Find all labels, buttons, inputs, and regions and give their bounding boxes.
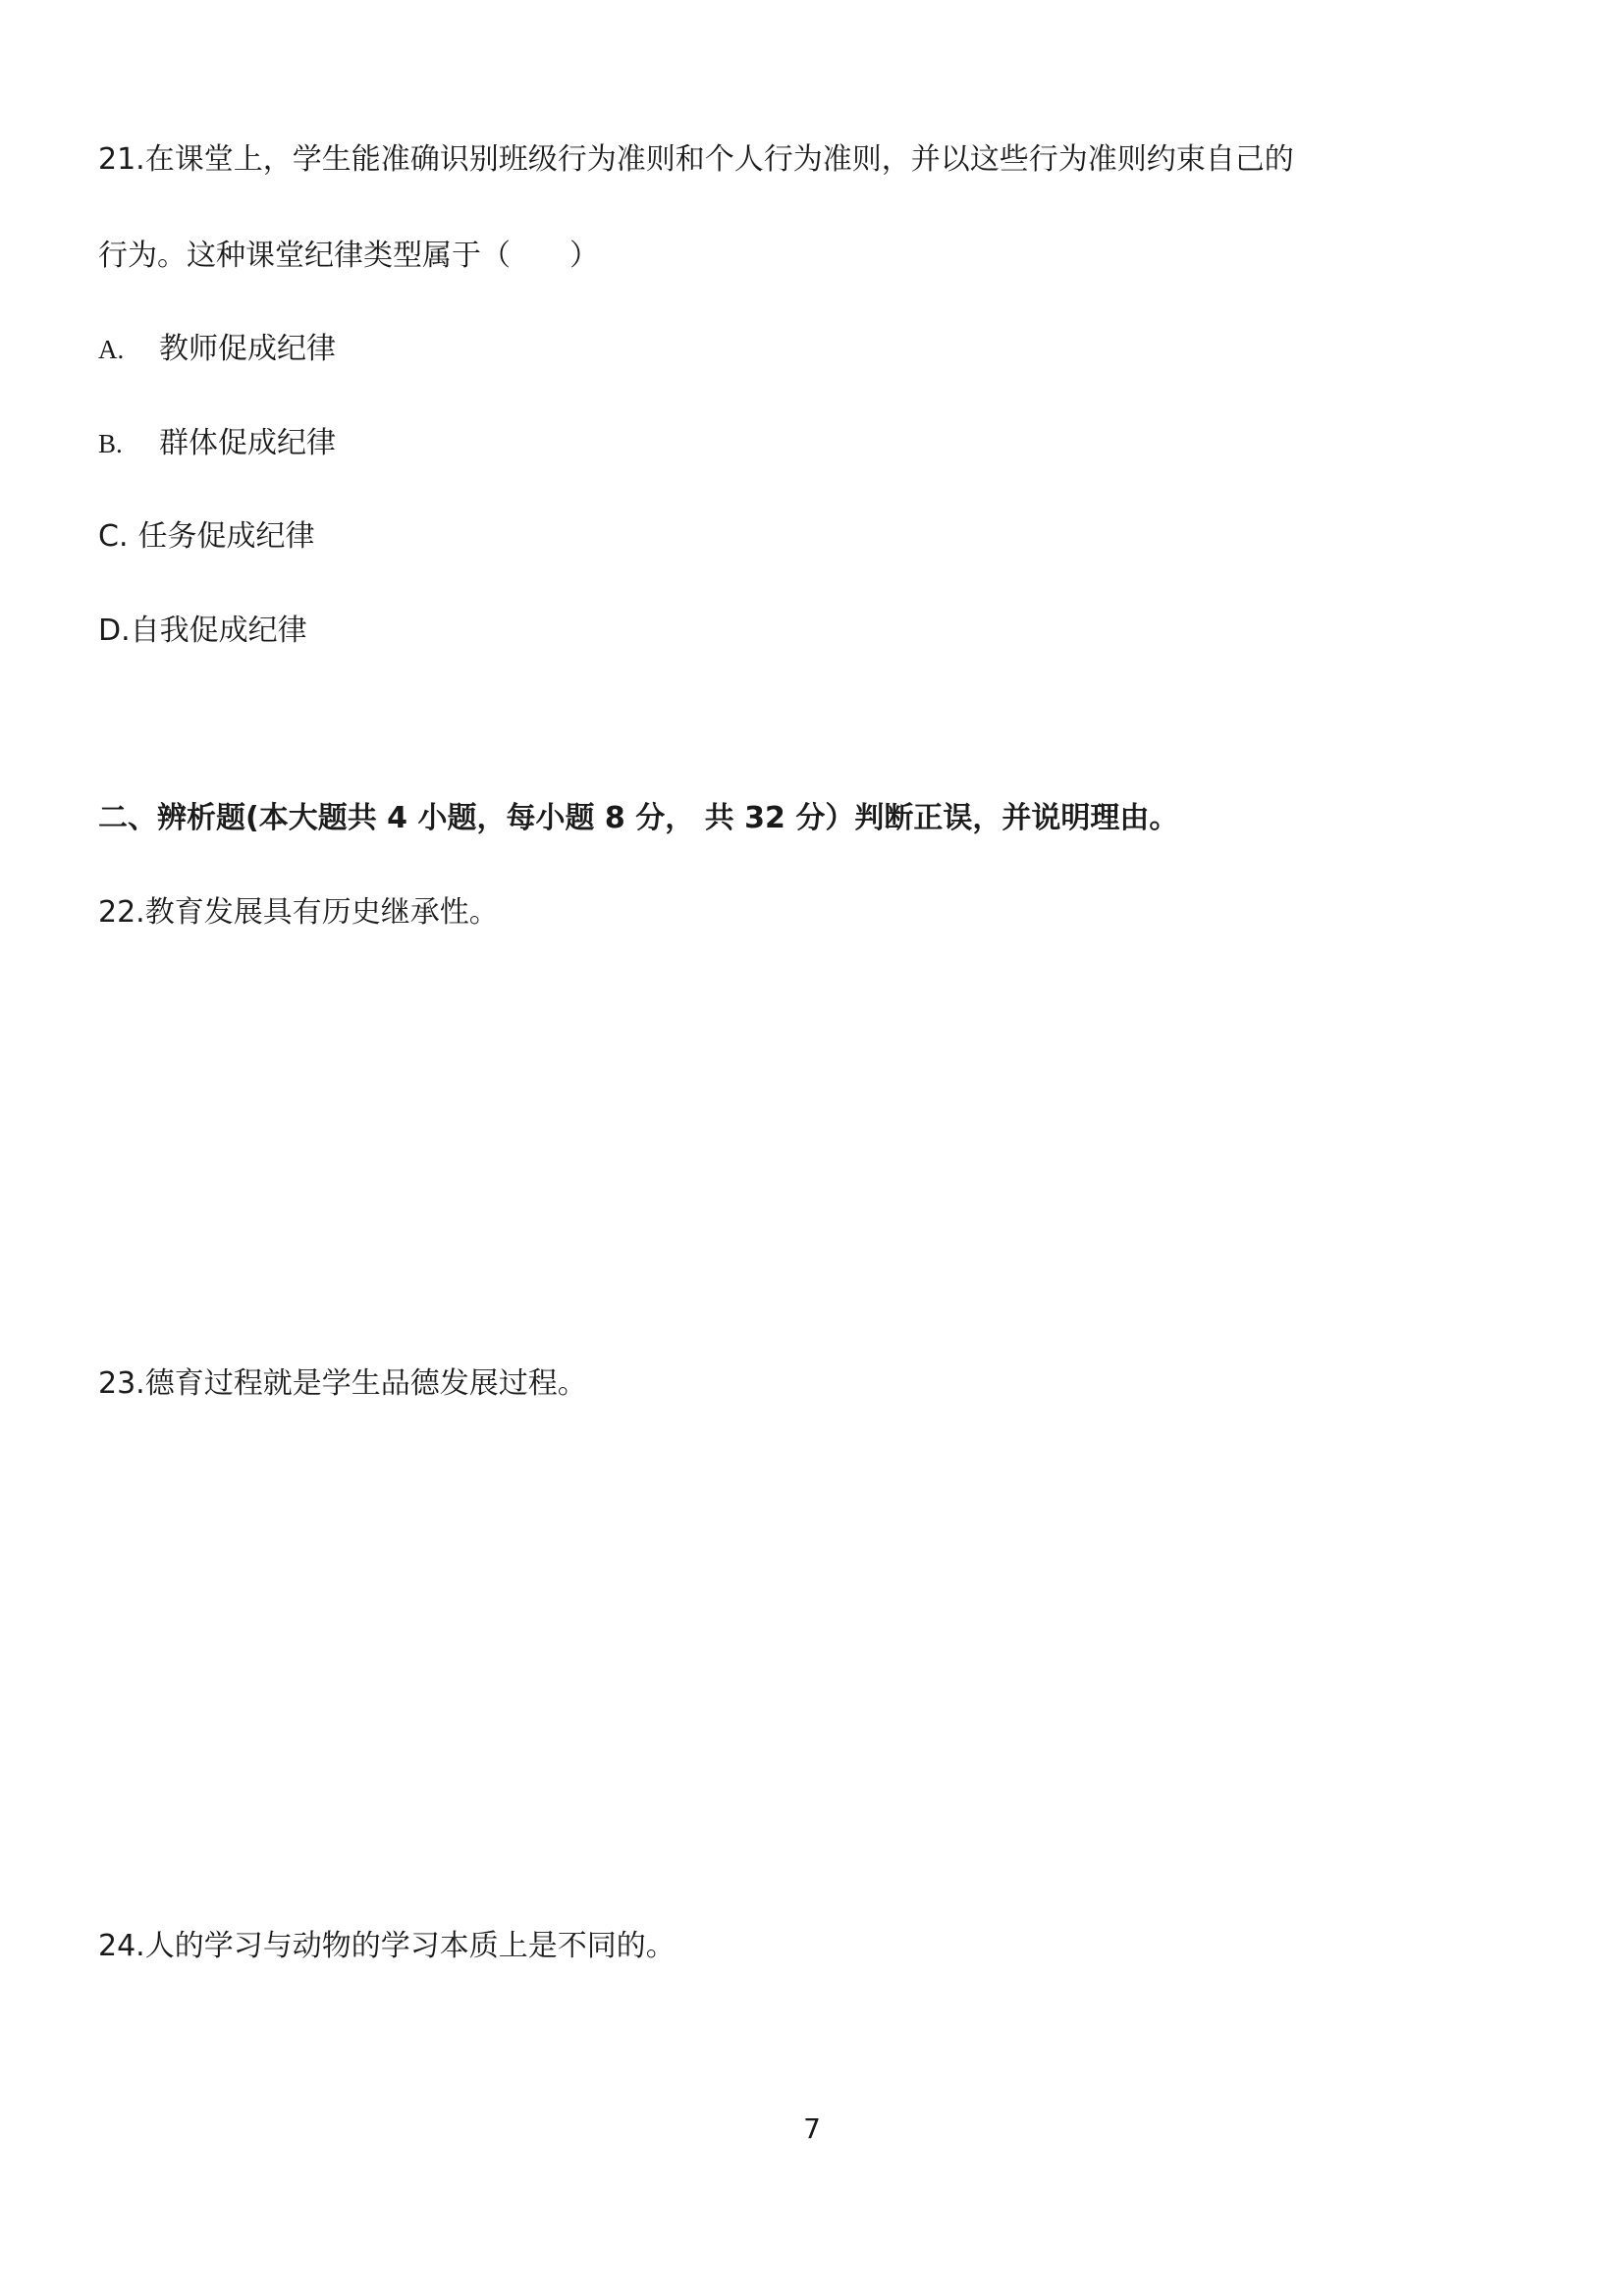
option-a-letter: A. xyxy=(98,335,125,364)
question-21-stem-line-2: 行为。这种课堂纪律类型属于（ ） xyxy=(98,239,599,273)
section-2-heading: 二、辨析题(本大题共 4 小题，每小题 8 分， 共 32 分）判断正误，并说明理由。 xyxy=(98,801,1179,835)
option-c-text: 任务促成纪律 xyxy=(137,519,315,554)
question-21-option-a xyxy=(98,330,336,369)
question-22: 22.教育发展具有历史继承性。 xyxy=(98,895,499,930)
option-d-letter: D. xyxy=(98,614,131,648)
question-21-option-c xyxy=(98,517,314,557)
question-21-option-d xyxy=(98,612,307,651)
option-b-letter: B. xyxy=(98,429,123,458)
question-21-option-b xyxy=(98,424,336,463)
option-b-text: 群体促成纪律 xyxy=(159,426,336,460)
option-c-letter: C. xyxy=(98,519,129,554)
question-23: 23.德育过程就是学生品德发展过程。 xyxy=(98,1366,587,1401)
option-a-text: 教师促成纪律 xyxy=(159,332,336,366)
question-21-stem-line-1: 21.在课堂上，学生能准确识别班级行为准则和个人行为准则，并以这些行为准则约束自己的 xyxy=(98,142,1294,177)
page-number: 7 xyxy=(803,2112,821,2145)
option-d-text: 自我促成纪律 xyxy=(130,614,307,648)
question-24: 24.人的学习与动物的学习本质上是不同的。 xyxy=(98,1929,676,1963)
